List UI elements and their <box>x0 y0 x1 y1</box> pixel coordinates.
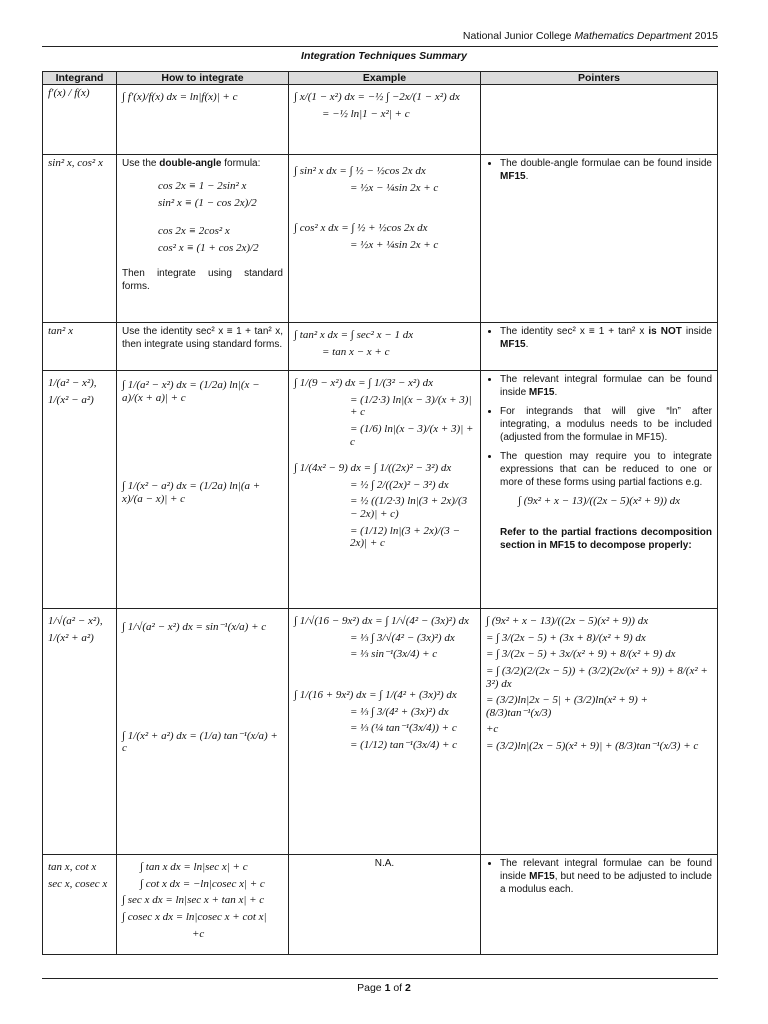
integrand-cell: 1/(a² − x²), 1/(x² − a²) <box>43 371 117 609</box>
table-header-row <box>43 72 718 85</box>
header-text: National Junior College Mathematics Department 2015 <box>462 30 718 42</box>
table-row <box>43 323 718 371</box>
pointers-list <box>486 857 712 896</box>
table-row <box>43 155 718 323</box>
pointers-cell <box>481 371 718 609</box>
pointers-list <box>486 325 712 351</box>
example-cell: ∫ x/(1 − x²) dx = −½ ∫ −2x/(1 − x²) dx = −½ ln|1 − x²| + c <box>289 85 481 155</box>
pointer-item: • For integrands that will give “ln” after integrating, a modulus needs to be included (adjusted from the formulae in MF15). <box>500 405 712 444</box>
pointer-item: • The relevant integral formulae can be found inside MF15. <box>500 373 712 399</box>
partial-fractions-note: Refer to the partial fractions decomposition section in MF15 to decompose properly: <box>500 526 712 551</box>
integrand-cell: sin² x, cos² x <box>43 155 117 323</box>
how-intro: Use the double-angle formula: <box>122 158 261 169</box>
pointers-list <box>486 157 712 183</box>
how-cell: Use the double-angle formula: cos 2x ≡ 1 − 2sin² x sin² x ≡ (1 − cos 2x)/2 cos 2x ≡ 2cos² x cos² x ≡ (1 + cos 2x)/2 Then integrate using standard forms. <box>117 155 289 323</box>
column-header: Example <box>289 72 481 85</box>
pointers-cell: ∫ (9x² + x − 13)/((2x − 5)(x² + 9)) dx = ∫ 3/(2x − 5) + (3x + 8)/(x² + 9) dx = ∫ 3/(2x − 5) + 3x/(x² + 9) + 8/(x² + 9) dx = ∫ (3/2)(2/(2x − 5)) + (3/2)(2x/(x² + 9)) + 8/(x² + 3²) dx = (3/2)ln|2x − 5| + (3/2)ln(x² + 9) + (8/3)tan⁻¹(x/3) +c = (3/2)ln|(2x − 5)(x² + 9)| + (8/3)tan⁻¹(x/3) + c <box>481 609 718 855</box>
page-footer: Page 1 of 2 <box>357 982 411 994</box>
pointers-cell <box>481 855 718 955</box>
pointers-cell <box>481 323 718 371</box>
integrand-cell: tan² x <box>43 323 117 371</box>
how-cell: ∫ 1/(a² − x²) dx = (1/2a) ln|(x − a)/(x + a)| + c ∫ 1/(x² − a²) dx = (1/2a) ln|(a + x)/(a − x)| + c <box>117 371 289 609</box>
column-header: Integrand <box>43 72 117 85</box>
column-header: How to integrate <box>117 72 289 85</box>
table-row <box>43 371 718 609</box>
pointer-item: • The double-angle formulae can be found inside MF15. <box>500 157 712 183</box>
pointers-cell <box>481 85 718 155</box>
page-title: Integration Techniques Summary <box>301 50 467 62</box>
example-cell: N.A. <box>289 855 481 955</box>
example-cell: ∫ 1/√(16 − 9x²) dx = ∫ 1/√(4² − (3x)²) dx = ⅓ ∫ 3/√(4² − (3x)²) dx = ⅓ sin⁻¹(3x/4) + c ∫ 1/(16 + 9x²) dx = ∫ 1/(4² + (3x)²) dx = ⅓ ∫ 3/(4² + (3x)²) dx = ⅓ (¼ tan⁻¹(3x/4)) + c = (1/12) tan⁻¹(3x/4) + c <box>289 609 481 855</box>
how-cell: Use the identity sec² x ≡ 1 + tan² x, then integrate using standard forms. <box>117 323 289 371</box>
integrand-cell: 1/√(a² − x²), 1/(x² + a²) <box>43 609 117 855</box>
example-cell: ∫ 1/(9 − x²) dx = ∫ 1/(3² − x²) dx = (1/2·3) ln|(x − 3)/(x + 3)| + c = (1/6) ln|(x − 3)/(x + 3)| + c ∫ 1/(4x² − 9) dx = ∫ 1/((2x)² − 3²) dx = ½ ∫ 2/((2x)² − 3²) dx = ½ ((1/2·3) ln|(3 + 2x)/(3 − 2x)| + c) = (1/12) ln|(3 + 2x)/(3 − 2x)| + c <box>289 371 481 609</box>
how-outro: Then integrate using standard forms. <box>122 267 283 292</box>
integrand-cell: f′(x) / f(x) <box>43 85 117 155</box>
pointer-item: • The question may require you to integrate expressions that can be reduced to one or more of these forms using partial factions e.g. <box>500 450 712 489</box>
pointer-item: • The relevant integral formulae can be found inside MF15, but need to be adjusted to include a modulus each. <box>500 857 712 896</box>
how-cell: ∫ f′(x)/f(x) dx = ln|f(x)| + c <box>117 85 289 155</box>
pointers-cell <box>481 155 718 323</box>
page-header <box>42 28 718 47</box>
pointers-list <box>486 373 712 489</box>
footer-divider <box>42 978 718 979</box>
table-row <box>43 85 718 155</box>
integrand-cell: tan x, cot x sec x, cosec x <box>43 855 117 955</box>
example-cell: ∫ tan² x dx = ∫ sec² x − 1 dx = tan x − x + c <box>289 323 481 371</box>
table-row <box>43 855 718 955</box>
how-cell: ∫ tan x dx = ln|sec x| + c ∫ cot x dx = −ln|cosec x| + c ∫ sec x dx = ln|sec x + tan x| + c ∫ cosec x dx = ln|cosec x + cot x| +c <box>117 855 289 955</box>
pointer-example: ∫ (9x² + x − 13)/((2x − 5)(x² + 9)) dx <box>517 495 681 507</box>
column-header: Pointers <box>481 72 718 85</box>
table-row <box>43 609 718 855</box>
summary-table <box>42 71 718 955</box>
pointer-item: • The identity sec² x ≡ 1 + tan² x is NOT inside MF15. <box>500 325 712 351</box>
how-cell: ∫ 1/√(a² − x²) dx = sin⁻¹(x/a) + c ∫ 1/(x² + a²) dx = (1/a) tan⁻¹(x/a) + c <box>117 609 289 855</box>
example-cell: ∫ sin² x dx = ∫ ½ − ½cos 2x dx = ½x − ¼sin 2x + c ∫ cos² x dx = ∫ ½ + ½cos 2x dx = ½x + ¼sin 2x + c <box>289 155 481 323</box>
